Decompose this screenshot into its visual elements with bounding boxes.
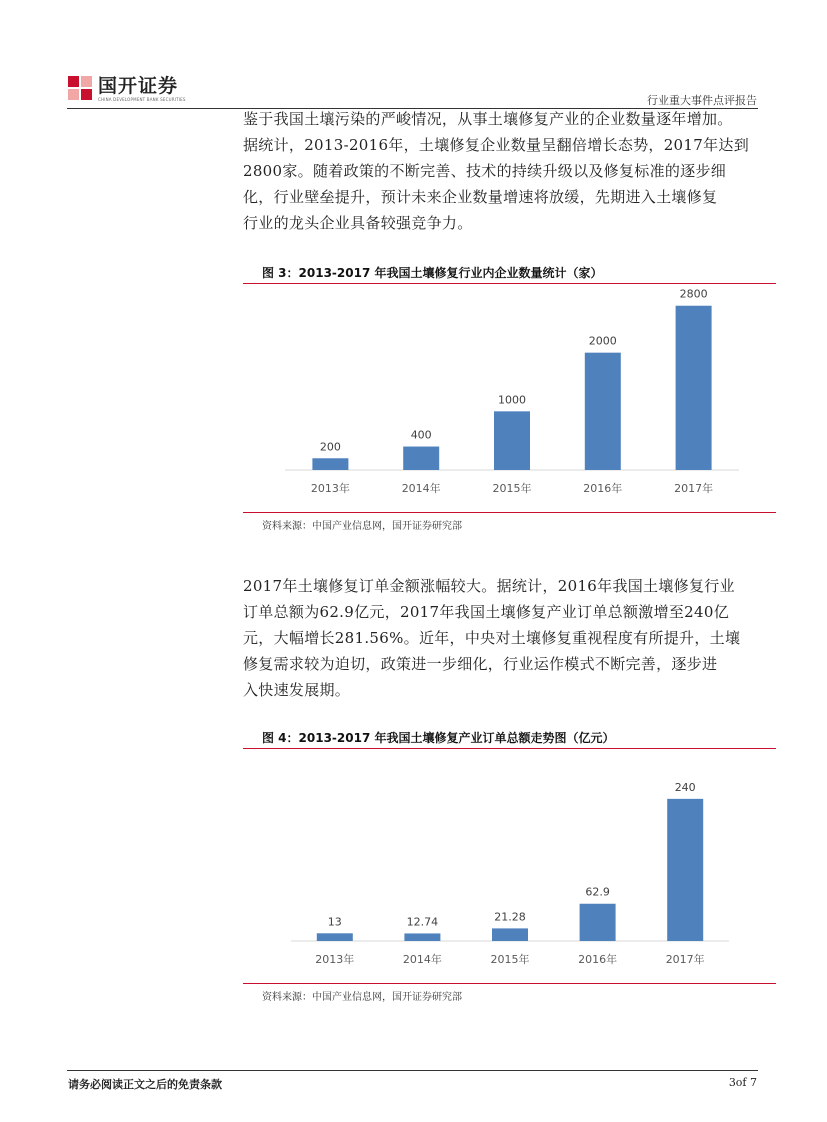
- chart-bar: [667, 799, 703, 941]
- x-tick-label: 2014年: [402, 953, 442, 966]
- x-tick-label: 2016年: [578, 953, 618, 966]
- paragraph-line: 入快速发展期。: [243, 681, 351, 699]
- paragraph-line: 鉴于我国土壤污染的严峻情况，从事土壤修复产业的企业数量逐年增加。: [243, 110, 733, 128]
- bar-value-label: 13: [327, 915, 342, 929]
- paragraph-line: 2800家。随着政策的不断完善、技术的持续升级以及修复标准的逐步细: [243, 162, 727, 180]
- figure-4-title: 图 4：2013-2017 年我国土壤修复产业订单总额走势图（亿元）: [262, 731, 615, 745]
- paragraph-line: 化，行业壁垒提升，预计未来企业数量增速将放缓，先期进入土壤修复: [243, 188, 718, 206]
- logo-text: 国开证券: [98, 75, 179, 97]
- bar-value-label: 21.28: [494, 910, 526, 924]
- paragraph-line: 元，大幅增长281.56%。近年，中央对土壤修复重视程度有所提升，土壤: [243, 629, 741, 647]
- footer-disclaimer: 请务必阅读正文之后的免责条款: [68, 1078, 222, 1091]
- paragraph-line: 行业的龙头企业具备较强竞争力。: [243, 214, 473, 232]
- figure-3-title: 图 3：2013-2017 年我国土壤修复行业内企业数量统计（家）: [262, 266, 603, 280]
- paragraph-line: 订单总额为62.9亿元，2017年我国土壤修复产业订单总额激增至240亿: [243, 603, 730, 621]
- paragraph-2: [243, 573, 763, 703]
- x-tick-label: 2013年: [310, 482, 350, 495]
- chart-bar: [580, 904, 616, 941]
- chart-bar: [312, 458, 348, 470]
- x-tick-label: 2017年: [665, 953, 705, 966]
- figure-4-chart: [243, 749, 776, 983]
- x-tick-label: 2015年: [490, 953, 530, 966]
- bar-value-label: 1000: [498, 393, 526, 407]
- chart-bar: [492, 928, 528, 941]
- paragraph-line: 修复需求较为迫切，政策进一步细化，行业运作模式不断完善，逐步进: [243, 655, 718, 673]
- x-tick-label: 2016年: [583, 482, 623, 495]
- figure-3-bottom-rule: [243, 512, 776, 513]
- footer-divider: [67, 1070, 758, 1071]
- logo-subtext: CHINA DEVELOPMENT BANK SECURITIES: [98, 97, 186, 102]
- figure-4-source: 资料来源：中国产业信息网，国开证券研究部: [262, 992, 462, 1003]
- paragraph-1: [243, 106, 763, 236]
- bar-value-label: 12.74: [406, 915, 439, 929]
- x-tick-label: 2015年: [492, 482, 532, 495]
- page-number: 3of 7: [728, 1076, 757, 1089]
- x-tick-label: 2014年: [401, 482, 441, 495]
- logo-mark-icon: [68, 76, 92, 100]
- chart-bar: [404, 933, 440, 941]
- chart-bar: [585, 353, 621, 470]
- figure-3-chart: [243, 284, 776, 512]
- bar-value-label: 240: [674, 780, 696, 794]
- bar-value-label: 2800: [679, 287, 708, 301]
- chart-bar: [494, 411, 530, 470]
- chart-bar: [676, 306, 712, 470]
- bar-value-label: 2000: [588, 334, 617, 348]
- paragraph-line: 2017年土壤修复订单金额涨幅较大。据统计，2016年我国土壤修复行业: [243, 577, 735, 595]
- bar-value-label: 200: [319, 440, 341, 454]
- figure-3-source: 资料来源：中国产业信息网，国开证券研究部: [262, 521, 462, 532]
- x-tick-label: 2013年: [315, 953, 355, 966]
- chart-bar: [317, 933, 353, 941]
- bar-value-label: 400: [410, 428, 432, 442]
- figure-4-bottom-rule: [243, 983, 776, 984]
- x-tick-label: 2017年: [674, 482, 714, 495]
- paragraph-line: 据统计，2013-2016年，土壤修复企业数量呈翻倍增长态势，2017年达到: [243, 136, 749, 154]
- bar-value-label: 62.9: [585, 885, 610, 899]
- report-type: 行业重大事件点评报告: [647, 94, 757, 107]
- chart-bar: [403, 447, 439, 470]
- company-logo: [68, 76, 186, 102]
